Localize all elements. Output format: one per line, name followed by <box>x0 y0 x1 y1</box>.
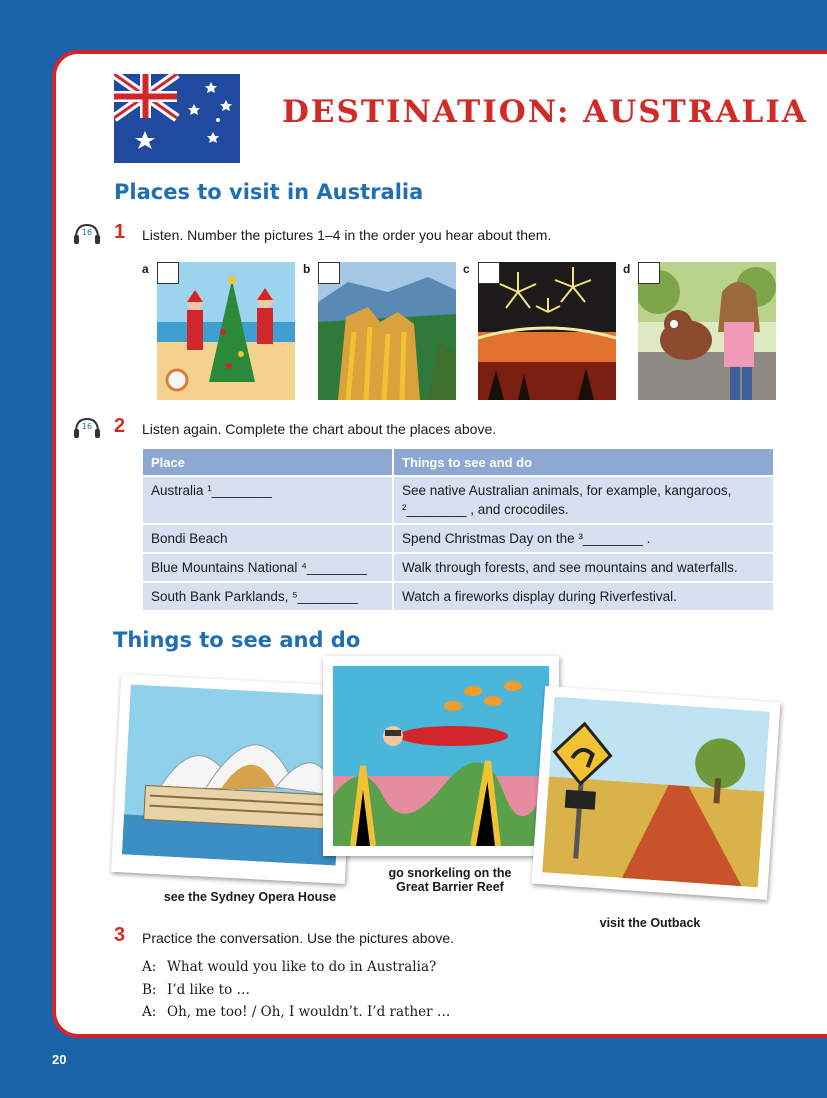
reef-photo <box>323 656 559 856</box>
australian-flag-icon <box>114 74 240 163</box>
places-chart <box>141 447 775 612</box>
headphones-icon[interactable] <box>72 416 102 440</box>
chart-cell[interactable]: Blue Mountains National ⁴________ <box>143 554 392 581</box>
dialogue-text: What would you like to do in Australia? <box>167 959 437 975</box>
girl-with-koala-picture <box>638 262 776 400</box>
track-number: 16 <box>81 228 93 237</box>
answer-checkbox-a[interactable] <box>157 262 179 284</box>
picture-letter: c <box>463 262 470 276</box>
fireworks-picture <box>478 262 616 400</box>
opera-house-image <box>122 685 345 866</box>
headphones-icon[interactable] <box>72 222 102 246</box>
chart-cell[interactable]: Australia ¹________ <box>143 477 392 523</box>
blue-mountains-picture <box>318 262 456 400</box>
exercise-instruction: Practice the conversation. Use the pictures above. <box>142 930 455 946</box>
dialogue-speaker: B: <box>142 982 157 998</box>
section-title-things: Things to see and do <box>113 628 361 652</box>
chart-cell: Walk through forests, and see mountains and waterfalls. <box>394 554 773 581</box>
dialogue-text: Oh, me too! / Oh, I wouldn’t. I’d rather … <box>167 1004 451 1020</box>
chart-cell: Bondi Beach <box>143 525 392 552</box>
outback-photo <box>531 686 780 900</box>
picture-letter: d <box>623 262 631 276</box>
chart-cell: Watch a fireworks display during Riverfestival. <box>394 583 773 610</box>
dialogue-line <box>142 982 250 998</box>
page-number: 20 <box>52 1052 67 1067</box>
table-row <box>143 583 773 610</box>
chart-cell[interactable]: Spend Christmas Day on the ³________ . <box>394 525 773 552</box>
christmas-beach-picture <box>157 262 295 400</box>
chart-header-place: Place <box>143 449 392 475</box>
caption-opera-house: see the Sydney Opera House <box>163 890 337 904</box>
picture-letter: a <box>142 262 149 276</box>
answer-checkbox-c[interactable] <box>478 262 500 284</box>
opera-house-photo <box>111 674 355 884</box>
page-title: DESTINATION: AUSTRALIA <box>282 94 808 130</box>
dialogue-speaker: A: <box>142 959 157 975</box>
dialogue-text: I’d like to … <box>167 982 250 998</box>
dialogue-line <box>142 959 436 975</box>
chart-cell[interactable]: South Bank Parklands, ⁵________ <box>143 583 392 610</box>
picture-letter: b <box>303 262 311 276</box>
exercise-instruction: Listen. Number the pictures 1–4 in the order you hear about them. <box>142 227 552 243</box>
exercise-number: 1 <box>114 221 126 243</box>
reef-image <box>333 666 549 846</box>
track-number: 16 <box>81 422 93 431</box>
caption-reef: go snorkeling on the Great Barrier Reef <box>388 866 512 894</box>
caption-outback: visit the Outback <box>599 916 701 930</box>
exercise-number: 3 <box>114 924 126 946</box>
table-row <box>143 477 773 523</box>
exercise-instruction: Listen again. Complete the chart about the places above. <box>142 421 497 437</box>
dialogue-speaker: A: <box>142 1004 157 1020</box>
dialogue-line <box>142 1004 450 1020</box>
exercise-number: 2 <box>114 415 126 437</box>
table-row <box>143 554 773 581</box>
table-row <box>143 525 773 552</box>
chart-cell[interactable]: See native Australian animals, for example, kangaroos, ²________ , and crocodiles. <box>394 477 773 523</box>
answer-checkbox-d[interactable] <box>638 262 660 284</box>
answer-checkbox-b[interactable] <box>318 262 340 284</box>
outback-image <box>542 697 770 888</box>
section-title-places: Places to visit in Australia <box>114 180 424 204</box>
chart-header-things: Things to see and do <box>394 449 773 475</box>
